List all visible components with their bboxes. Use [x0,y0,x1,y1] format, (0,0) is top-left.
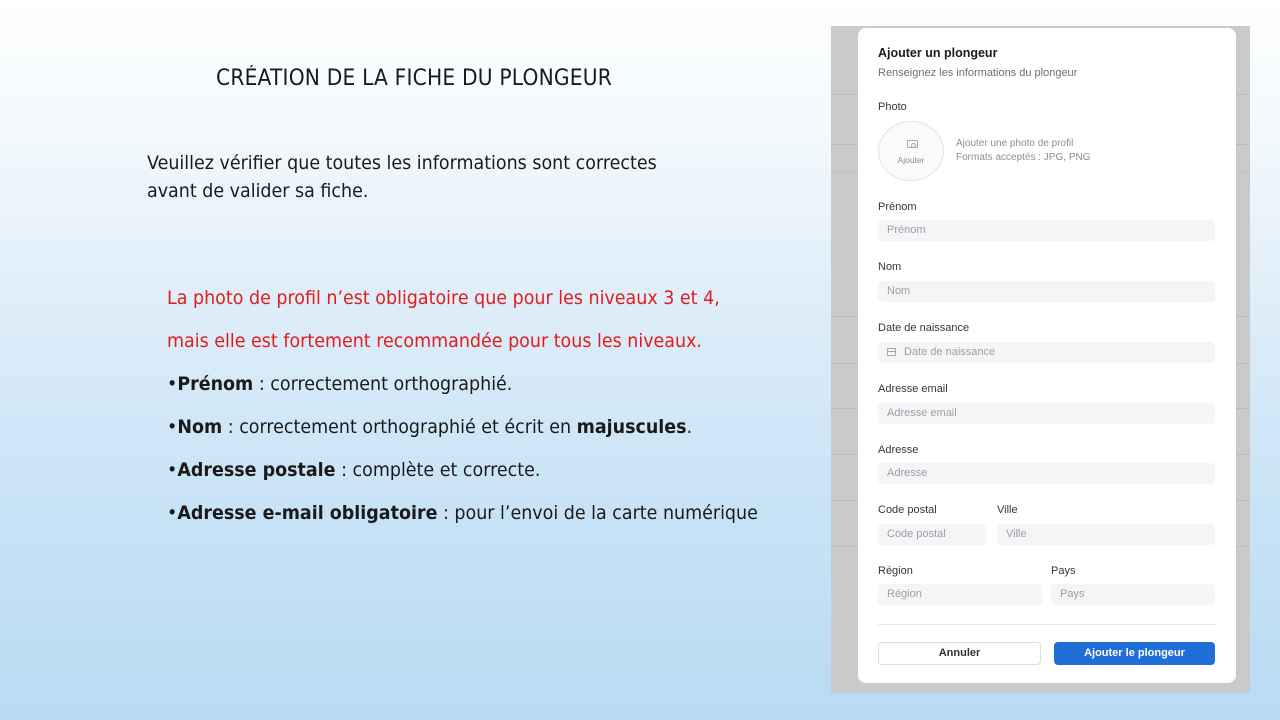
modal-subtitle: Renseignez les informations du plongeur [878,67,1078,79]
naissance-label: Date de naissance [878,322,970,334]
prenom-label: Prénom [878,201,917,213]
bullet-bold: Adresse postale [177,459,336,481]
ville-input[interactable]: Ville [997,524,1215,545]
bullet-char: • [167,416,178,438]
slide-title: CRÉATION DE LA FICHE DU PLONGEUR [216,66,613,91]
code-postal-label: Code postal [878,504,937,516]
intro-line-2: avant de valider sa fiche. [147,180,369,202]
bullet-char: • [167,459,178,481]
prenom-input[interactable]: Prénom [878,220,1215,241]
add-diver-button[interactable]: Ajouter le plongeur [1054,642,1215,665]
email-label: Adresse email [878,383,948,395]
code-postal-input[interactable]: Code postal [878,524,986,545]
photo-help-line-1: Ajouter une photo de profil [956,138,1074,149]
bullet-bold-2: majuscules [576,416,687,438]
ville-label: Ville [997,504,1018,516]
region-input[interactable]: Région [878,584,1042,605]
cancel-button[interactable]: Annuler [878,642,1041,665]
nom-input[interactable]: Nom [878,281,1215,302]
region-label: Région [878,565,913,577]
bullet-adresse-email [167,502,793,524]
naissance-placeholder: Date de naissance [904,346,996,358]
bullet-text: : correctement orthographié et écrit en [222,416,577,438]
modal-title: Ajouter un plongeur [878,46,998,60]
pays-input[interactable]: Pays [1051,584,1215,605]
photo-note-line-1: La photo de profil n’est obligatoire que pour les niveaux 3 et 4, [167,287,720,309]
bullet-text: : correctement orthographié. [253,373,513,395]
photo-help-line-2: Formats acceptés : JPG, PNG [956,152,1091,163]
photo-label: Photo [878,101,907,113]
intro-text [147,149,699,205]
camera-icon [907,140,918,148]
modal-divider [878,624,1216,625]
bullet-adresse-postale [167,459,793,481]
photo-upload-button[interactable] [878,121,944,181]
bullet-text: : pour l’envoi de la carte numérique [437,502,758,524]
bullet-char: • [167,373,178,395]
photo-add-label: Ajouter [897,155,925,165]
bullet-prenom [167,373,793,395]
bullet-tail: . [686,416,693,438]
naissance-input[interactable] [878,342,1215,363]
bullet-bold: Prénom [177,373,254,395]
pays-label: Pays [1051,565,1076,577]
add-diver-modal [858,28,1236,683]
photo-note-line-2: mais elle est fortement recommandée pour tous les niveaux. [167,330,702,352]
adresse-label: Adresse [878,444,919,456]
adresse-input[interactable]: Adresse [878,463,1215,484]
bullet-nom [167,416,793,438]
bullet-bold: Adresse e-mail obligatoire [177,502,438,524]
bullet-text: : complète et correcte. [335,459,541,481]
intro-line-1: Veuillez vérifier que toutes les informations sont correctes [147,152,657,174]
bullet-char: • [167,502,178,524]
calendar-icon [887,348,896,356]
email-input[interactable]: Adresse email [878,403,1215,424]
bullet-bold: Nom [177,416,223,438]
nom-label: Nom [878,261,902,273]
